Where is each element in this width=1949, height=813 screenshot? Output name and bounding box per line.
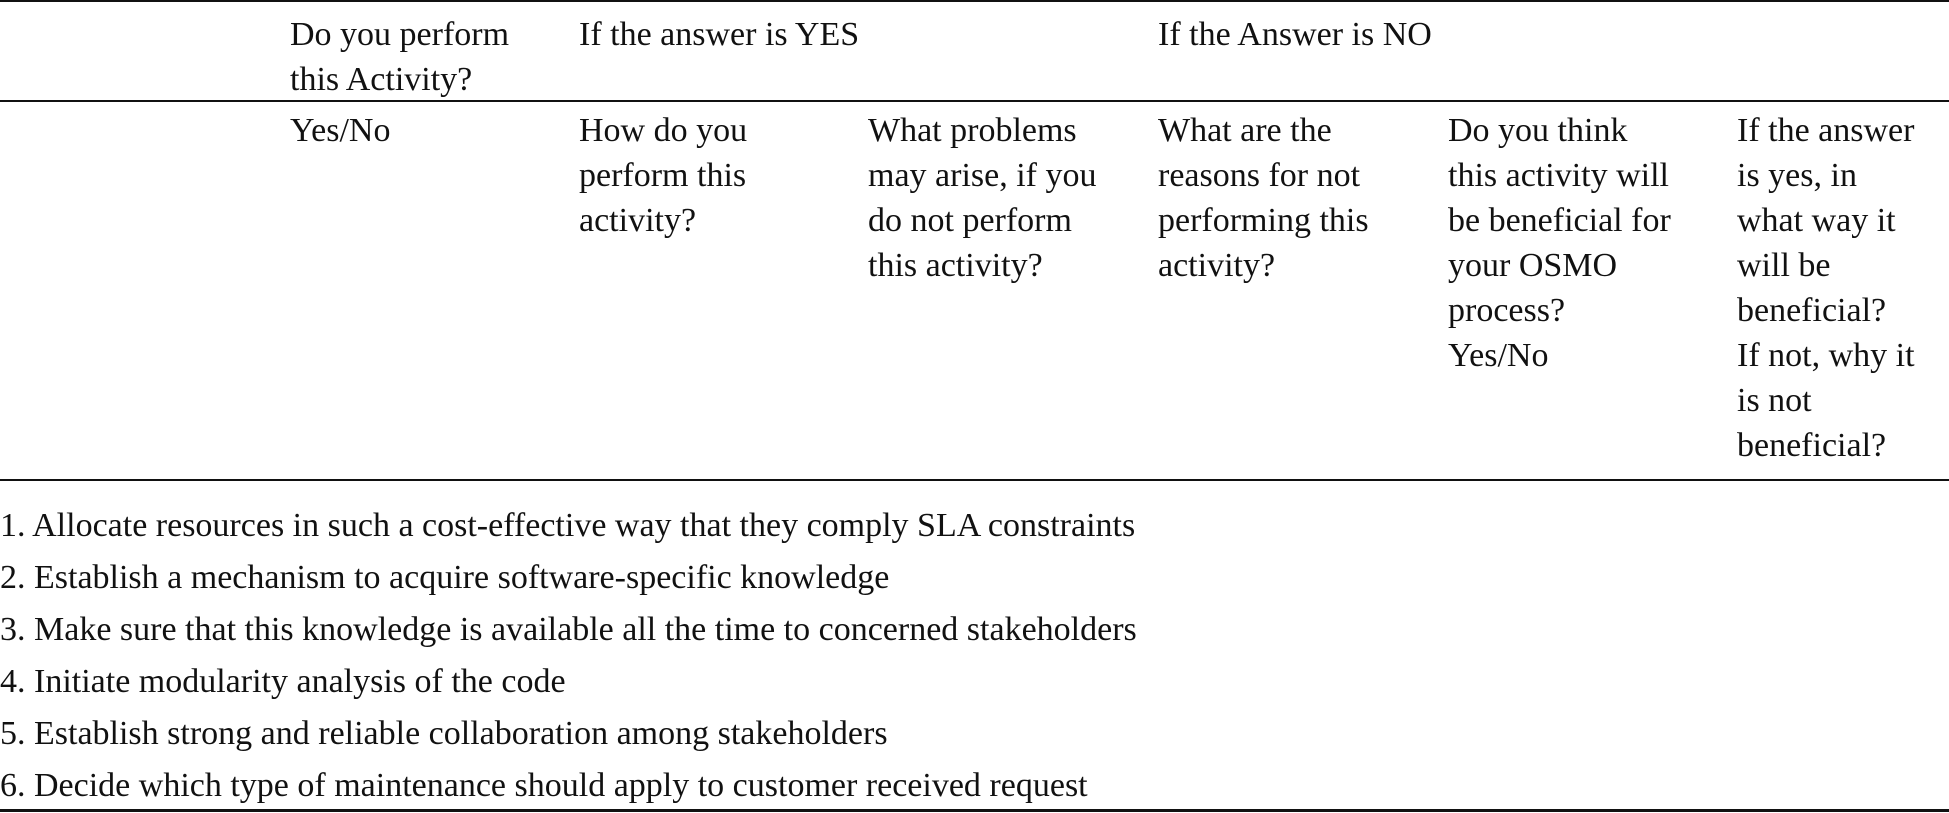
activity-row: 1. Allocate resources in such a cost-effective way that they comply SLA constraints: [0, 507, 1136, 544]
activity-row: 3. Make sure that this knowledge is available all the time to concerned stakeholders: [0, 611, 1137, 648]
table-bottom-rule: [0, 809, 1949, 812]
activity-row: 6. Decide which type of maintenance should apply to customer received request: [0, 767, 1088, 804]
header-if-no: If the Answer is NO: [1158, 16, 1432, 53]
activity-row: 5. Establish strong and reliable collaboration among stakeholders: [0, 715, 888, 752]
question-how-perform: How do you perform this activity?: [579, 112, 748, 239]
question-yes-no: Yes/No: [290, 112, 391, 149]
question-in-what-way: If the answer is yes, in what way it will be beneficial? If not, why it is not beneficial?: [1737, 112, 1915, 464]
header-if-yes: If the answer is YES: [579, 16, 860, 53]
header-perform-activity: Do you perform this Activity?: [290, 16, 510, 98]
activity-row: 2. Establish a mechanism to acquire software-specific knowledge: [0, 559, 890, 596]
body-rule: [0, 479, 1949, 481]
header-rule: [0, 100, 1949, 102]
question-beneficial: Do you think this activity will be beneficial for your OSMO process? Yes/No: [1448, 112, 1671, 374]
activity-list: [0, 500, 1949, 812]
table-top-rule: [0, 0, 1949, 2]
question-reasons-not: What are the reasons for not performing this activity?: [1158, 112, 1369, 284]
activity-row: 4. Initiate modularity analysis of the code: [0, 663, 566, 700]
question-what-problems: What problems may arise, if you do not perform this activity?: [868, 112, 1097, 284]
